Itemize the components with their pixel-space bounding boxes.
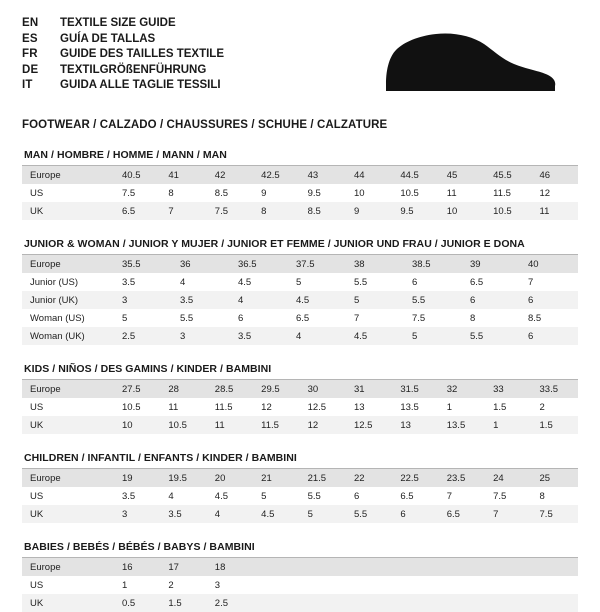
row-label: UK [22,505,114,523]
size-cell: 7 [446,490,453,502]
table-row [22,416,578,434]
size-cell: 40.5 [114,166,160,184]
size-cell: 2.5 [114,327,172,345]
size-cell: 31.5 [392,380,438,398]
table-row [22,327,578,345]
size-cell: 9.5 [392,202,438,220]
size-cell: 5.5 [180,312,194,324]
language-text: GUIDA ALLE TAGLIE TESSILI [60,79,221,91]
table-row [22,380,578,398]
size-cell: 8 [470,312,476,324]
size-cell: 4.5 [346,327,404,345]
size-cell-empty [346,594,392,612]
table-row [22,255,578,273]
language-row [22,47,224,63]
language-code: IT [22,79,33,91]
size-cell: 4.5 [288,291,346,309]
size-cell: 4.5 [253,505,299,523]
size-cell: 45 [439,166,485,184]
size-cell: 3.5 [122,490,136,502]
dress-shoe-icon [380,28,560,103]
size-cell-empty [532,558,578,576]
size-cell: 8 [253,202,299,220]
size-cell: 5 [300,505,346,523]
size-cell: 10.5 [400,187,419,199]
size-cell: 35.5 [114,255,172,273]
size-cell-empty [485,558,531,576]
size-cell: 12.5 [346,416,392,434]
size-cell: 5.5 [346,505,392,523]
language-text: TEXTILE SIZE GUIDE [60,17,176,29]
size-cell-empty [346,576,392,594]
size-cell: 3 [214,579,221,591]
size-cell: 12 [261,401,272,413]
size-cell: 4 [168,490,174,502]
language-row [22,78,224,94]
size-cell: 44.5 [392,166,438,184]
size-cell: 5 [122,312,128,324]
size-cell: 38.5 [404,255,462,273]
row-label: US [30,579,44,591]
size-cell: 1.5 [532,416,578,434]
size-cell: 11 [532,202,578,220]
size-cell-empty [392,558,438,576]
size-cell: 0.5 [114,594,160,612]
size-cell-empty [253,558,299,576]
size-cell: 7.5 [532,505,578,523]
size-cell: 3.5 [230,327,288,345]
size-cell-empty [300,558,346,576]
size-cell: 11 [207,416,253,434]
size-cell: 33 [485,380,531,398]
size-cell: 6 [462,291,520,309]
size-cell-empty [439,576,485,594]
size-cell: 28.5 [207,380,253,398]
table-row [22,558,578,576]
size-cell: 21 [253,469,299,487]
size-table [22,558,578,612]
size-cell: 13 [392,416,438,434]
size-cell: 6 [520,327,578,345]
size-cell: 11.5 [253,416,299,434]
size-table [22,469,578,523]
size-block-man [22,149,578,220]
size-cell: 8.5 [214,187,228,199]
size-cell-empty [300,594,346,612]
row-label: UK [22,416,114,434]
size-cell: 42 [207,166,253,184]
size-cell: 7.5 [122,187,136,199]
size-cell: 11 [168,401,179,413]
size-table [22,255,578,345]
size-cell: 6.5 [400,490,414,502]
size-cell: 1 [485,416,531,434]
size-cell: 7 [528,276,534,288]
language-text: GUÍA DE TALLAS [60,32,156,45]
table-row [22,594,578,612]
size-cell: 10.5 [160,416,206,434]
size-cell: 1.5 [493,401,507,413]
size-cell: 2 [168,579,174,591]
language-text: GUIDE DES TAILLES TEXTILE [60,48,224,60]
size-cell: 4 [207,505,253,523]
row-label: US [30,187,44,199]
size-cell: 11 [446,187,457,199]
size-cell: 46 [532,166,578,184]
size-cell-empty [392,576,438,594]
row-label: Europe [22,558,114,576]
size-cell: 41 [160,166,206,184]
size-cell: 39 [462,255,520,273]
size-cell: 16 [114,558,160,576]
size-cell: 13.5 [439,416,485,434]
size-cell: 6.5 [470,276,484,288]
size-cell: 11.5 [214,401,233,413]
size-cell: 6 [520,291,578,309]
block-title: CHILDREN / INFANTIL / ENFANTS / KINDER / BAMBINI [24,452,297,464]
size-cell: 10.5 [485,202,531,220]
size-cell: 12.5 [307,401,327,413]
size-cell: 12 [300,416,346,434]
size-cell: 4.5 [214,490,228,502]
size-cell: 5 [261,490,267,502]
size-cell: 21.5 [300,469,346,487]
size-cell: 25 [532,469,578,487]
size-cell-empty [439,558,485,576]
table-row [22,487,578,505]
size-cell: 5.5 [404,291,462,309]
size-cell: 36 [172,255,230,273]
size-cell: 6 [392,505,438,523]
size-cell: 20 [207,469,253,487]
language-text: TEXTILGRÖßENFÜHRUNG [60,63,207,76]
size-cell: 1.5 [160,594,206,612]
row-label: Junior (US) [30,276,79,288]
size-cell: 8 [168,187,174,199]
size-cell: 1 [122,579,128,591]
size-cell: 13 [353,401,365,413]
size-table [22,380,578,434]
size-cell: 24 [485,469,531,487]
size-cell-empty [300,576,346,594]
size-cell: 6.5 [296,312,310,324]
size-cell: 36.5 [230,255,288,273]
size-cell: 4.5 [238,276,252,288]
size-cell: 1 [446,401,453,413]
size-cell: 5.5 [354,276,368,288]
table-row [22,202,578,220]
size-cell: 32 [439,380,485,398]
table-row [22,398,578,416]
table-row [22,273,578,291]
block-title: JUNIOR & WOMAN / JUNIOR Y MUJER / JUNIOR ET FEMME / JUNIOR UND FRAU / JUNIOR E DONA [24,238,525,250]
row-label: US [30,490,44,502]
size-cell: 10 [114,416,160,434]
size-cell: 10 [353,187,365,199]
size-cell: 2.5 [207,594,253,612]
size-cell: 7.5 [412,312,426,324]
size-cell: 23.5 [439,469,485,487]
size-cell-empty [439,594,485,612]
row-label: Europe [22,380,114,398]
size-cell: 7 [354,312,360,324]
table-row [22,184,578,202]
size-cell: 40 [520,255,578,273]
size-cell: 3.5 [122,276,136,288]
size-cell-empty [392,594,438,612]
table-row [22,576,578,594]
size-cell-empty [346,558,392,576]
size-cell: 38 [346,255,404,273]
size-cell: 43 [300,166,346,184]
row-label: Woman (US) [30,312,85,324]
size-cell: 6 [353,490,360,502]
size-cell: 33.5 [532,380,578,398]
language-code: DE [22,63,39,76]
language-row [22,63,224,79]
size-cell: 11.5 [493,187,511,199]
size-cell: 4 [288,327,346,345]
size-cell: 45.5 [485,166,531,184]
row-label: Woman (UK) [22,327,114,345]
size-cell: 2 [539,401,545,413]
language-code: EN [22,17,39,29]
row-label: Junior (UK) [22,291,114,309]
size-cell: 6 [412,276,418,288]
size-cell: 22 [346,469,392,487]
block-title: KIDS / NIÑOS / DES GAMINS / KINDER / BAMBINI [24,363,272,375]
size-cell: 8.5 [300,202,346,220]
size-cell: 37.5 [288,255,346,273]
size-cell: 5 [346,291,404,309]
size-cell: 6 [238,312,244,324]
row-label: Europe [22,166,114,184]
size-cell: 8 [539,490,545,502]
row-label: Europe [22,255,114,273]
row-label: UK [22,594,114,612]
size-cell: 3 [114,291,172,309]
size-cell: 5 [404,327,462,345]
size-cell: 3.5 [172,291,230,309]
size-cell: 30 [300,380,346,398]
size-cell: 8.5 [528,312,542,324]
language-code: ES [22,32,38,45]
row-label: Europe [22,469,114,487]
size-cell: 12 [539,187,551,199]
size-cell: 4 [180,276,186,288]
size-cell-empty [485,576,531,594]
size-cell-empty [485,594,531,612]
block-title: BABIES / BEBÉS / BÉBÉS / BABYS / BAMBINI [24,541,255,553]
header [22,16,578,103]
size-cell: 10 [439,202,485,220]
size-cell: 9.5 [307,187,321,199]
size-cell: 5.5 [462,327,520,345]
size-cell: 9 [261,187,267,199]
size-cell: 5.5 [307,490,321,502]
table-row [22,469,578,487]
size-cell: 7 [485,505,531,523]
size-block-kids [22,363,578,434]
size-cell: 10.5 [122,401,141,413]
size-cell: 5 [296,276,302,288]
size-cell: 6.5 [439,505,485,523]
category-title: FOOTWEAR / CALZADO / CHAUSSURES / SCHUHE / CALZATURE [22,119,388,131]
size-cell: 3 [114,505,160,523]
size-cell: 28 [160,380,206,398]
size-cell: 29.5 [253,380,299,398]
table-row [22,291,578,309]
size-cell-empty [532,576,578,594]
size-cell: 7.5 [493,490,507,502]
size-cell: 27.5 [114,380,160,398]
language-code: FR [22,48,38,60]
size-cell: 19 [114,469,160,487]
table-row [22,166,578,184]
block-title: MAN / HOMBRE / HOMME / MANN / MAN [24,149,227,161]
size-cell-empty [253,576,299,594]
table-row [22,309,578,327]
size-cell: 44 [346,166,392,184]
size-table [22,166,578,220]
language-row [22,16,224,32]
size-cell: 3.5 [160,505,206,523]
size-cell: 13.5 [400,401,419,413]
size-cell: 7 [160,202,206,220]
size-cell-empty [253,594,299,612]
row-label: US [30,401,44,413]
size-cell: 17 [160,558,206,576]
language-row [22,32,224,48]
size-cell: 42.5 [253,166,299,184]
row-label: UK [22,202,114,220]
size-block-children [22,452,578,523]
size-cell: 7.5 [207,202,253,220]
size-block-junior-woman [22,238,578,345]
language-list [22,16,224,94]
size-block-babies [22,541,578,612]
size-cell: 22.5 [392,469,438,487]
table-row [22,505,578,523]
size-cell: 4 [230,291,288,309]
size-cell: 3 [172,327,230,345]
size-cell: 9 [346,202,392,220]
size-cell: 6.5 [114,202,160,220]
size-cell: 18 [207,558,253,576]
size-cell: 31 [346,380,392,398]
size-cell: 19.5 [160,469,206,487]
size-cell-empty [532,594,578,612]
